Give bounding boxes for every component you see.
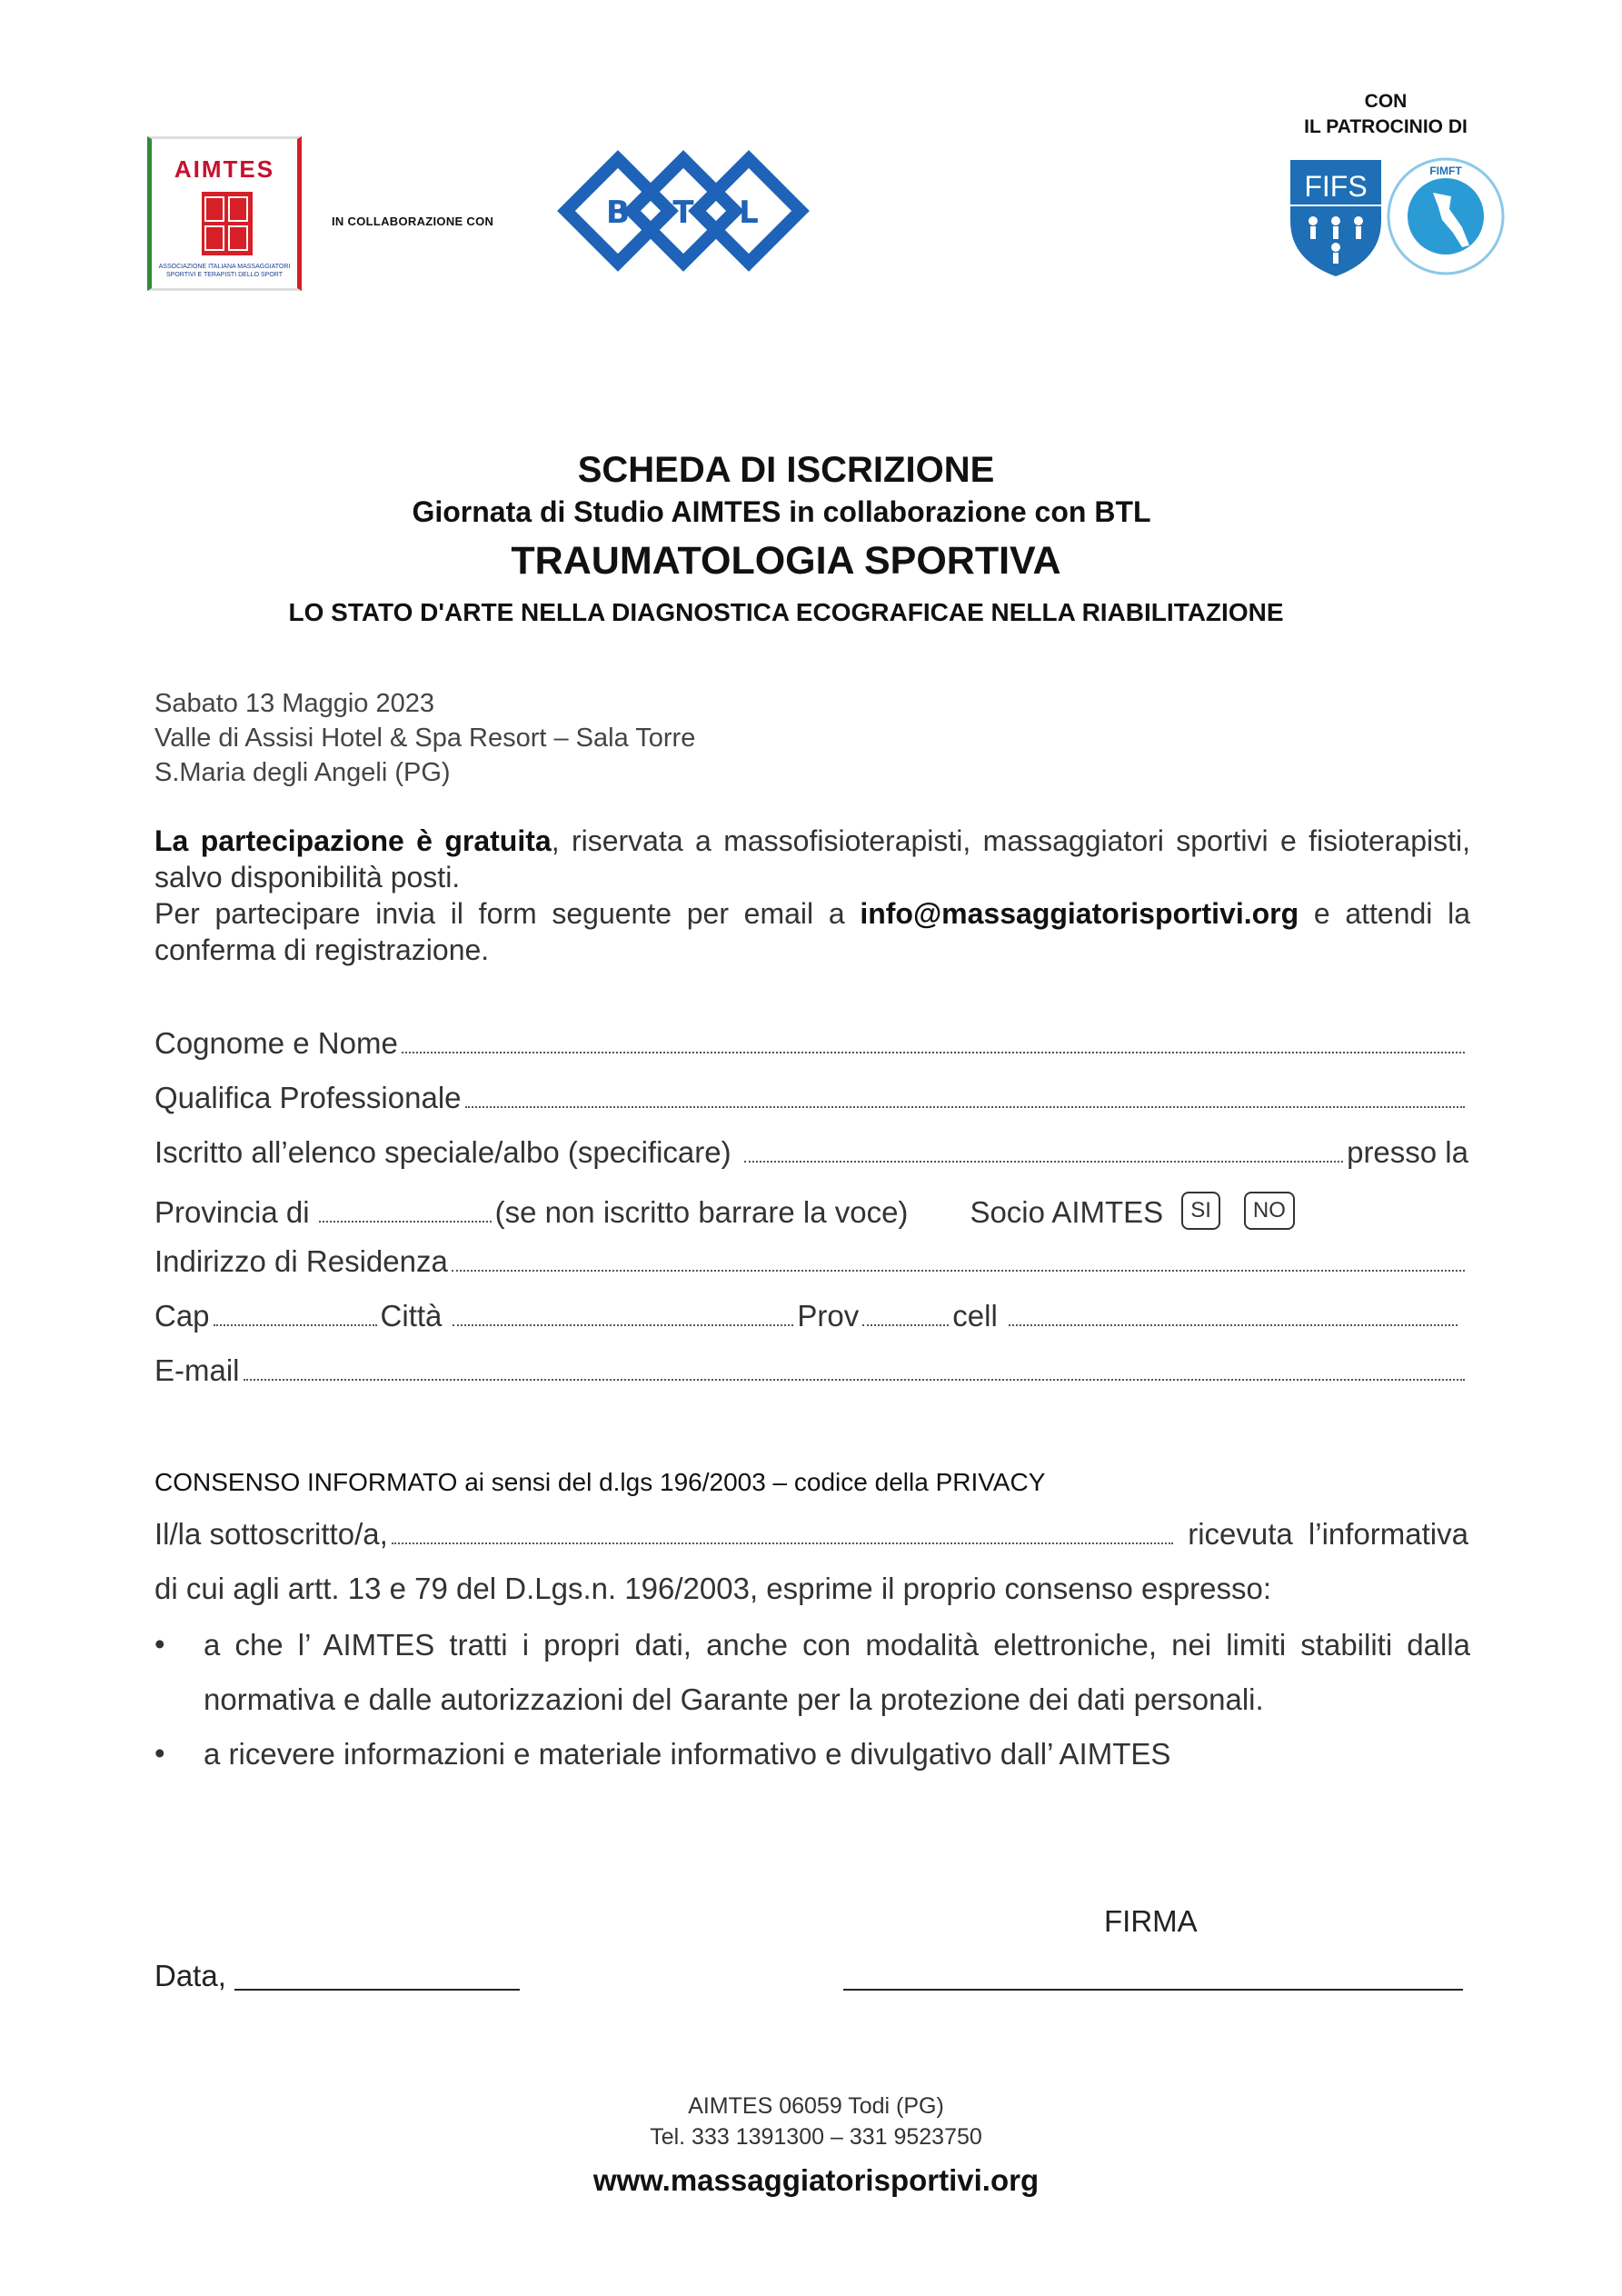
consent-bullet-2: a ricevere informazioni e materiale informativo e divulgativo dall’ AIMTES <box>204 1737 1171 1771</box>
socio-label: Socio AIMTES <box>970 1195 1164 1229</box>
albo-suffix: presso la <box>1347 1135 1468 1169</box>
cap-label: Cap <box>154 1299 210 1333</box>
signature-line[interactable] <box>843 1989 1463 1991</box>
form-row-indirizzo <box>154 1243 1468 1279</box>
intro-text: e attendi la conferma di registrazione. <box>154 897 1471 966</box>
event-title: TRAUMATOLOGIA SPORTIVA <box>511 539 1061 583</box>
provincia-field[interactable] <box>319 1220 492 1223</box>
intro-paragraph <box>154 823 1470 968</box>
name-field[interactable] <box>402 1051 1465 1053</box>
patrocinio-line2: IL PATROCINIO DI <box>1304 116 1468 137</box>
date-line[interactable] <box>234 1989 520 1991</box>
prov-field[interactable] <box>862 1323 949 1326</box>
fifs-logo-text: FIFS <box>1304 170 1368 203</box>
consent-signer-row <box>154 1515 1468 1552</box>
aimtes-logo-caption: ASSOCIAZIONE ITALIANA MASSAGGIATORI SPORTIVI E TERAPISTI DELLO SPORT <box>158 264 291 278</box>
form-row-qualifica <box>154 1079 1468 1115</box>
indirizzo-field[interactable] <box>452 1269 1465 1272</box>
contact-email-link[interactable]: info@massaggiatorisportivi.org <box>860 897 1299 930</box>
event-tagline: LO STATO D'ARTE NELLA DIAGNOSTICA ECOGRAFICAE NELLA RIABILITAZIONE <box>288 598 1284 626</box>
btl-logo <box>554 150 813 273</box>
indirizzo-label: Indirizzo di Residenza <box>154 1244 448 1278</box>
cap-field[interactable] <box>214 1323 377 1326</box>
consent-signer-label: Il/la sottoscritto/a, <box>154 1517 388 1551</box>
data-label: Data, <box>154 1959 226 1992</box>
btl-logo-letter: B <box>606 195 630 231</box>
fimft-logo-text: FIMFT <box>1429 165 1462 177</box>
cell-field[interactable] <box>1009 1323 1458 1326</box>
event-place: S.Maria degli Angeli (PG) <box>154 758 451 787</box>
intro-text: , riservata a massofisioterapisti, massaggiatori sportivi e fisioterapisti, salvo disponibilità posti. <box>154 824 1471 893</box>
socio-no-checkbox[interactable]: NO <box>1244 1192 1295 1230</box>
intro-text: Per partecipare invia il form seguente per email a <box>154 897 861 930</box>
albo-field[interactable] <box>744 1160 1343 1163</box>
form-row-email <box>154 1352 1468 1388</box>
socio-si-checkbox[interactable]: SI <box>1181 1192 1220 1230</box>
consent-signer-field[interactable] <box>392 1542 1173 1544</box>
event-info <box>154 686 695 790</box>
intro-bold-lead: La partecipazione è gratuita <box>154 824 552 857</box>
albo-label: Iscritto all’elenco speciale/albo (specificare) <box>154 1135 731 1169</box>
event-date: Sabato 13 Maggio 2023 <box>154 689 434 718</box>
event-venue: Valle di Assisi Hotel & Spa Resort – Sala Torre <box>154 724 696 753</box>
bullet-icon: • <box>154 1627 165 1661</box>
aimtes-logo <box>147 136 302 291</box>
firma-label: FIRMA <box>1104 1904 1198 1938</box>
footer-website-link[interactable]: www.massaggiatorisportivi.org <box>592 2163 1040 2197</box>
page-subtitle: Giornata di Studio AIMTES in collaborazione con BTL <box>412 495 1151 528</box>
qualifica-field[interactable] <box>465 1105 1465 1108</box>
citta-label: Città <box>380 1299 443 1333</box>
provincia-label: Provincia di <box>154 1195 310 1229</box>
citta-field[interactable] <box>453 1323 793 1326</box>
prov-label: Prov <box>797 1299 860 1333</box>
cell-label: cell <box>952 1299 998 1333</box>
fifs-logo <box>1286 153 1386 280</box>
patrocinio-label <box>1281 89 1490 140</box>
consent-bullet-1: a che l’ AIMTES tratti i propri dati, anche con modalità elettroniche, nei limiti stabiliti dalla normativa e dalle autorizzazioni del Garante per la protezione dei dati personali. <box>204 1628 1470 1716</box>
email-field[interactable] <box>244 1378 1465 1381</box>
provincia-note: (se non iscritto barrare la voce) <box>494 1195 909 1229</box>
aimtes-logo-sports-icon <box>202 192 253 255</box>
qualifica-label: Qualifica Professionale <box>154 1081 462 1114</box>
email-label: E-mail <box>154 1353 240 1387</box>
btl-logo-letter: L <box>739 195 759 231</box>
bullet-icon: • <box>154 1736 165 1770</box>
aimtes-logo-text: AIMTES <box>174 155 275 183</box>
consent-line2 <box>154 1570 1468 1606</box>
form-row-albo <box>154 1133 1468 1170</box>
form-row-name <box>154 1024 1468 1061</box>
patrocinio-line1: CON <box>1364 91 1408 112</box>
page-title: SCHEDA DI ISCRIZIONE <box>577 450 995 490</box>
footer-address: AIMTES 06059 Todi (PG) <box>688 2093 944 2119</box>
fimft-logo <box>1386 156 1506 276</box>
consent-line2-text: di cui agli artt. 13 e 79 del D.Lgs.n. 196/2003, esprime il proprio consenso espresso: <box>154 1572 1272 1605</box>
collab-label: IN COLLABORAZIONE CON <box>332 215 494 228</box>
form-row-address-details <box>154 1297 1468 1333</box>
form-row-provincia <box>154 1184 1468 1230</box>
consent-title: CONSENSO INFORMATO ai sensi del d.lgs 196/2003 – codice della PRIVACY <box>154 1468 1046 1496</box>
footer-phone: Tel. 333 1391300 – 331 9523750 <box>650 2124 982 2150</box>
name-label: Cognome e Nome <box>154 1026 398 1060</box>
consent-informativa-text: ricevuta l’informativa <box>1188 1517 1468 1551</box>
btl-logo-letter: T <box>672 195 694 231</box>
